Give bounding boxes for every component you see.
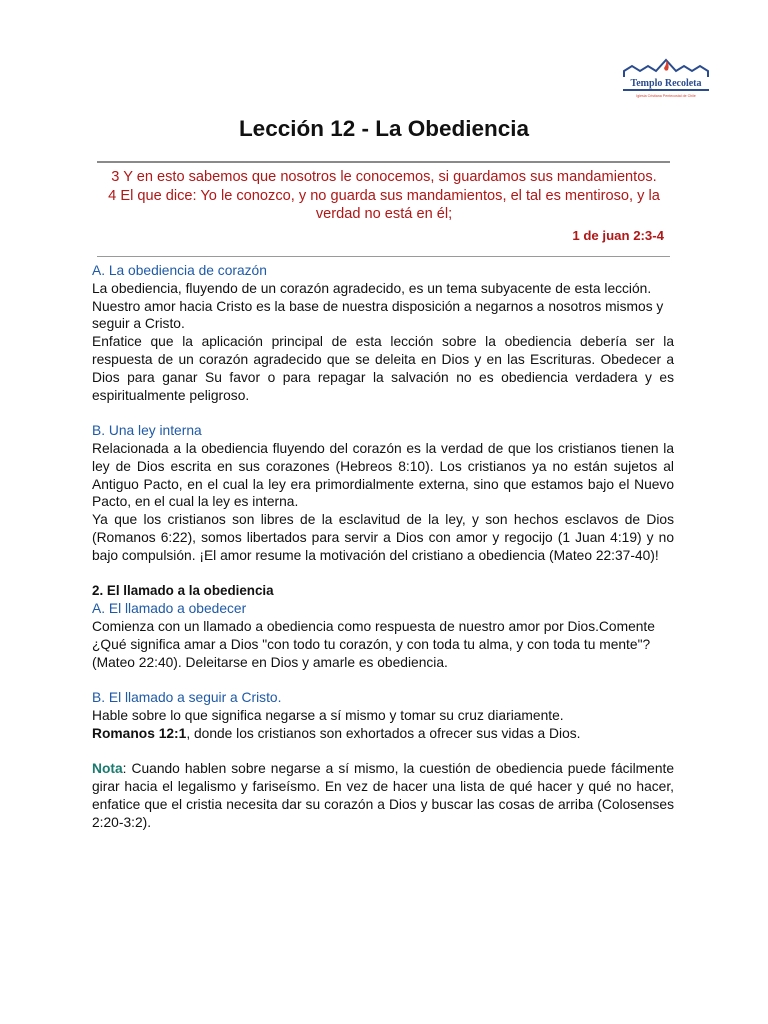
verse-block xyxy=(92,168,676,224)
verse-line-3: 3 Y en esto sabemos que nosotros le conocemos, si guardamos sus mandamientos. xyxy=(111,169,657,185)
bottom-divider xyxy=(97,256,670,257)
page-title: Lección 12 - La Obediencia xyxy=(238,116,530,141)
romanos-text: , donde los cristianos son exhortados a ofrecer sus vidas a Dios. xyxy=(186,725,581,741)
note-label: Nota xyxy=(92,761,123,777)
section-b1-heading: B. Una ley interna xyxy=(92,423,202,439)
section-2-heading: 2. El llamado a la obediencia xyxy=(92,583,274,599)
section-a1-heading: A. La obediencia de corazón xyxy=(92,263,267,278)
section-2b-paragraph-1: Hable sobre lo que significa negarse a sí mismo y tomar su cruz diariamente. xyxy=(92,707,564,723)
templo-recoleta-logo xyxy=(620,54,712,102)
section-2a-heading: A. El llamado a obedecer xyxy=(92,601,247,617)
section-a1-paragraph-1: La obediencia, fluyendo de un corazón agradecido, es un tema subyacente de esta lección. Nuestro amor hacia Cristo es la base de nuestra disposición a negarnos a nosotros mismos y seguir a Cristo. xyxy=(92,280,664,332)
note-paragraph xyxy=(92,760,674,831)
section-b1-paragraph-2: Ya que los cristianos son libres de la esclavitud de la ley, y son hechos esclavos de Dios (Romanos 6:22), somos libertados para servir a Dios con amor y regocijo (1 Juan 4:19) y no bajo compulsión. ¡El amor resume la motivación del cristiano a obediencia (Mateo 22:37-40)! xyxy=(92,512,674,563)
logo-name: Templo Recoleta xyxy=(630,78,702,89)
section-2b-paragraph-2 xyxy=(92,725,674,743)
top-divider xyxy=(97,161,670,163)
section-2a-paragraph: Comienza con un llamado a obediencia como respuesta de nuestro amor por Dios.Comente ¿Qué significa amar a Dios "con todo tu corazón, y con toda tu alma, y con toda tu mente"? (Mateo 22:40). Deleitarse en Dios y amarle es obediencia. xyxy=(92,618,655,670)
logo-tagline: Iglesia Cristiana Pentecostal de Chile xyxy=(636,94,696,98)
section-a1-paragraph-2: Enfatice que la aplicación principal de esta lección sobre la obediencia debería ser la respuesta de un corazón agradecido que se deleita en Dios y en las Escrituras. Obedecer a Dios para ganar Su favor o para repagar la salvación no es obediencia verdadera y es espiritualmente peligroso. xyxy=(92,334,674,403)
verse-line-4: 4 El que dice: Yo le conozco, y no guarda sus mandamientos, el tal es mentiroso, y la verdad no está en él; xyxy=(108,187,660,222)
romanos-reference: Romanos 12:1 xyxy=(92,725,187,741)
lesson-body xyxy=(92,262,674,832)
verse-reference: 1 de juan 2:3-4 xyxy=(572,228,664,243)
section-2b-heading: B. El llamado a seguir a Cristo. xyxy=(92,690,282,706)
section-b1-paragraph-1: Relacionada a la obediencia fluyendo del corazón es la verdad de que los cristianos tienen la ley de Dios escrita en sus corazones (Hebreos 8:10). Los cristianos ya no están sujetos al Antiguo Pacto, en el cual la ley era primordialmente externa, sino que estamos bajo el Nuevo Pacto, en el cual la ley es interna. xyxy=(92,440,674,510)
note-text: : Cuando hablen sobre negarse a sí mismo, la cuestión de obediencia puede fácilmente girar hacia el legalismo y fariseísmo. En vez de hacer una lista de qué hacer y qué no hacer, enfatice que el cristia necesita dar su corazón a Dios y buscar las cosas de arriba (Colosenses 2:20-3:2). xyxy=(92,761,674,830)
